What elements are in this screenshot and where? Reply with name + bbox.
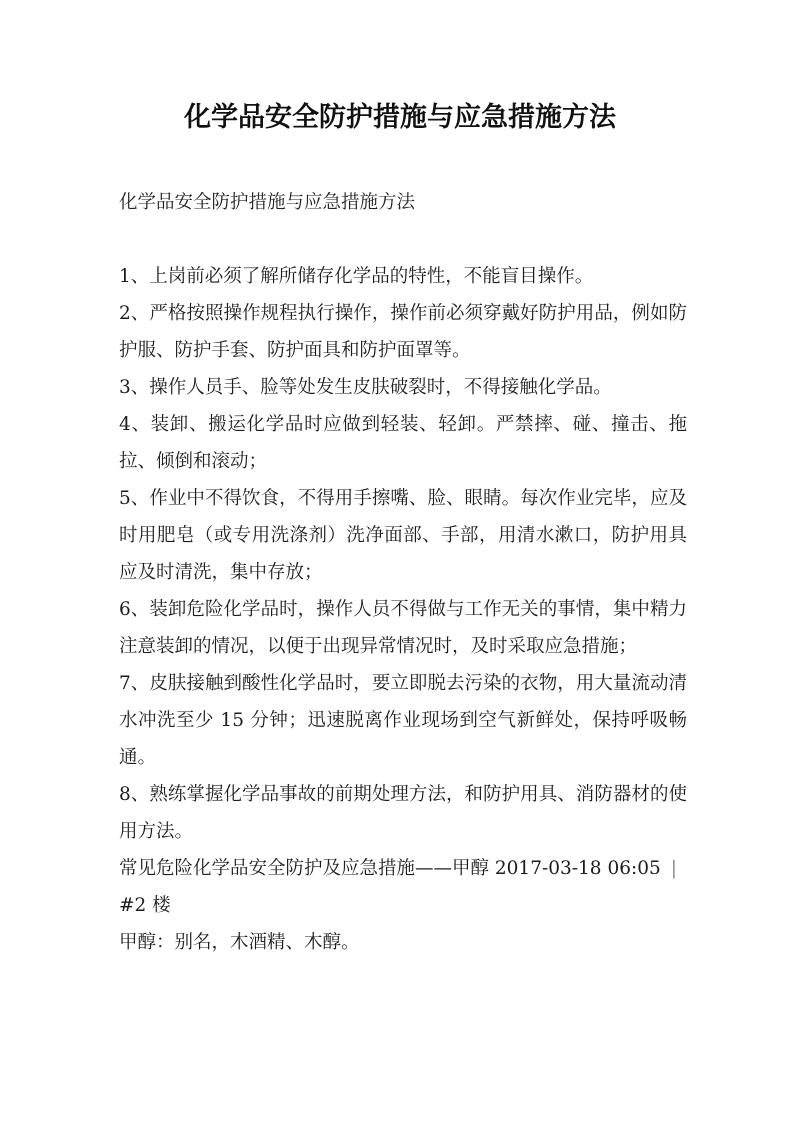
paragraph-8: 8、熟练掌握化学品事故的前期处理方法，和防护用具、消防器材的使用方法。	[119, 784, 687, 842]
paragraph-1: 1、上岗前必须了解所储存化学品的特性，不能盲目操作。	[119, 266, 594, 287]
paragraph-4: 4、装卸、搬运化学品时应做到轻装、轻卸。严禁摔、碰、撞击、拖拉、倾倒和滚动；	[119, 414, 687, 472]
post-floor: #2 楼	[119, 895, 171, 916]
paragraph-5: 5、作业中不得饮食，不得用手擦嘴、脸、眼睛。每次作业完毕，应及时用肥皂（或专用洗涤剂）洗净面部、手部，用清水漱口，防护用具应及时清洗，集中存放；	[119, 488, 687, 583]
paragraph-3: 3、操作人员手、脸等处发生皮肤破裂时，不得接触化学品。	[119, 377, 612, 398]
paragraph-7: 7、皮肤接触到酸性化学品时，要立即脱去污染的衣物，用大量流动清水冲洗至少 15 分钟；迅速脱离作业现场到空气新鲜处，保持呼吸畅通。	[119, 673, 687, 768]
paragraph-2: 2、严格按照操作规程执行操作，操作前必须穿戴好防护用品，例如防护服、防护手套、防护面具和防护面罩等。	[119, 303, 687, 361]
document-subtitle: 化学品安全防护措施与应急措施方法	[119, 192, 416, 213]
post-heading: 常见危险化学品安全防护及应急措施——甲醇 2017-03-18 06:05	[119, 858, 661, 879]
post-separator: |	[670, 858, 677, 879]
paragraph-6: 6、装卸危险化学品时，操作人员不得做与工作无关的事情，集中精力注意装卸的情况，以便于出现异常情况时，及时采取应急措施；	[119, 599, 687, 657]
methanol-alias-line: 甲醇：别名，木酒精、木醇。	[119, 932, 360, 953]
post-heading-line	[119, 850, 687, 924]
document-body	[119, 258, 687, 961]
page-title: 化学品安全防护措施与应急措施方法	[184, 102, 616, 133]
